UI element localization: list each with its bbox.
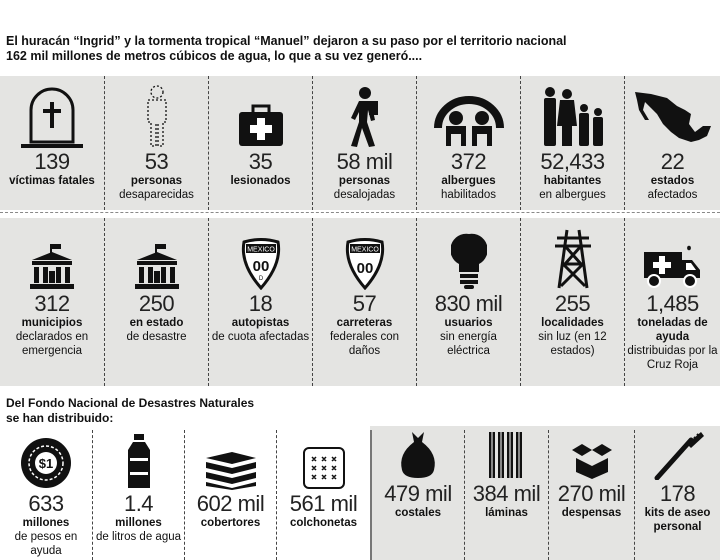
stat-label-bold: costales <box>394 507 442 519</box>
stat-value: 312 <box>34 291 70 316</box>
stat-value: 384 mil <box>472 481 541 506</box>
stat-label-bold: usuarios <box>444 317 493 329</box>
stat-shelters <box>416 76 520 210</box>
stat-injured <box>208 76 312 210</box>
stat-value: 250 <box>138 291 175 316</box>
aid-water <box>92 430 184 560</box>
aid-money <box>0 430 92 560</box>
stat-evacuated <box>312 76 416 210</box>
stat-label: sin energía eléctrica <box>440 331 497 357</box>
coin-label: $1 <box>38 456 54 471</box>
coin-icon <box>19 436 73 490</box>
municipal-building-icon <box>133 242 181 290</box>
aid-hygiene-kits <box>634 430 720 560</box>
stat-value: 35 <box>248 149 273 174</box>
stat-label-bold: municipios <box>21 317 83 329</box>
stat-value: 53 <box>144 149 169 174</box>
shield-top-text: MEXICO <box>246 246 275 254</box>
stat-label-bold: personas <box>338 175 391 187</box>
subtitle-line-1: Del Fondo Nacional de Desastres Naturales <box>6 396 255 410</box>
highway-shield-icon <box>344 238 386 290</box>
mexico-map-icon <box>633 90 713 148</box>
stat-states <box>624 76 720 210</box>
power-tower-icon <box>553 228 593 290</box>
stat-federal-roads <box>312 218 416 386</box>
aid-sacks <box>370 430 464 560</box>
stat-label: de pesos en ayuda <box>14 531 78 557</box>
metal-sheets-icon <box>487 430 527 480</box>
stat-value: 561 mil <box>289 491 358 516</box>
subtitle-line-2: se han distribuido: <box>6 411 114 425</box>
first-aid-kit-icon <box>237 102 285 148</box>
blankets-icon <box>202 450 260 490</box>
stat-label-bold: autopistas <box>231 317 290 329</box>
light-bulb-icon <box>451 232 487 290</box>
shield-number: 00 <box>252 258 269 275</box>
shield-top-text: MEXICO <box>350 246 379 254</box>
mattress-icon <box>302 446 346 490</box>
stat-label-bold: cobertores <box>200 517 261 529</box>
stat-label: de cuota afectadas <box>211 331 310 343</box>
stat-value: 18 <box>248 291 273 316</box>
tombstone-icon <box>19 86 85 148</box>
box-icon <box>570 442 614 480</box>
stat-value: 57 <box>352 291 377 316</box>
stat-value: 58 mil <box>336 149 393 174</box>
stat-victims <box>0 76 104 210</box>
stat-toll-highways <box>208 218 312 386</box>
stat-label: distribuidas por la Cruz Roja <box>627 345 718 371</box>
stat-label-bold: albergues <box>441 175 496 187</box>
headline-line-2: 162 mil millones de metros cúbicos de agua, lo que a su vez generó.... <box>6 49 423 63</box>
stat-inhabitants <box>520 76 624 210</box>
stat-municipalities-emergency <box>0 218 104 386</box>
stat-label-bold: personas <box>130 175 183 187</box>
stat-label-bold: estados <box>650 175 695 187</box>
stat-label: desaparecidas <box>119 189 194 201</box>
highway-shield-icon <box>240 238 282 290</box>
stat-label: habilitados <box>441 189 496 201</box>
stat-aid-tons <box>624 218 720 386</box>
stat-missing <box>104 76 208 210</box>
shield-bottom-text: D <box>258 276 263 282</box>
aid-sheets <box>464 430 548 560</box>
toothbrush-icon <box>651 430 705 480</box>
fonden-subtitle <box>6 396 326 426</box>
stat-value: 633 <box>28 491 64 516</box>
stat-label-bold: kits de aseo personal <box>644 507 711 533</box>
stat-value: 255 <box>554 291 591 316</box>
stat-label: de desastre <box>126 331 187 343</box>
stat-value: 1.4 <box>123 491 154 516</box>
stat-label: declarados en emergencia <box>15 331 89 357</box>
stat-label: federales con daños <box>329 331 400 357</box>
stat-label-bold: carreteras <box>336 317 393 329</box>
stat-label-bold: colchonetas <box>289 517 358 529</box>
ambulance-icon <box>642 244 704 290</box>
aid-blankets <box>184 430 276 560</box>
stat-label: de litros de agua <box>95 531 182 543</box>
stat-value: 372 <box>450 149 487 174</box>
stat-label-bold: millones <box>22 517 70 529</box>
stat-value: 602 mil <box>196 491 265 516</box>
shelter-icon <box>434 96 504 148</box>
stat-label-bold: habitantes <box>543 175 602 187</box>
stat-label-bold: víctimas fatales <box>9 175 95 187</box>
stat-label-bold: millones <box>115 517 162 529</box>
stat-municipalities-disaster <box>104 218 208 386</box>
stat-label-bold: láminas <box>485 507 528 519</box>
aid-pantry <box>548 430 634 560</box>
stat-value: 178 <box>659 481 696 506</box>
stat-users-no-power <box>416 218 520 386</box>
impact-row-1 <box>0 76 720 210</box>
stat-localities <box>520 218 624 386</box>
stat-label: afectados <box>647 189 698 201</box>
stat-label: desalojadas <box>333 189 396 201</box>
stat-value: 270 mil <box>557 481 626 506</box>
stat-label-bold: lesionados <box>230 175 291 187</box>
impact-row-2 <box>0 218 720 386</box>
stat-value: 479 mil <box>384 481 452 506</box>
shield-number: 00 <box>356 260 373 277</box>
municipal-building-icon <box>28 242 76 290</box>
aid-row <box>0 430 720 560</box>
walking-person-icon <box>345 86 385 148</box>
divider <box>0 212 720 213</box>
stat-label: sin luz (en 12 estados) <box>538 331 607 357</box>
stat-label-bold: en estado <box>129 317 184 329</box>
family-icon <box>540 86 606 148</box>
stat-label-bold: toneladas de ayuda <box>637 317 708 343</box>
aid-mattresses <box>276 430 370 560</box>
stat-value: 52,433 <box>540 149 605 174</box>
stat-value: 1,485 <box>646 291 699 316</box>
sack-icon <box>398 430 438 480</box>
stat-value: 830 mil <box>434 291 503 316</box>
water-bottle-icon <box>124 432 154 490</box>
stat-value: 139 <box>34 149 70 174</box>
stat-label: en albergues <box>539 189 606 201</box>
headline-line-1: El huracán “Ingrid” y la tormenta tropical “Manuel” dejaron a su paso por el territorio nacional <box>6 34 567 48</box>
headline <box>6 34 616 64</box>
missing-person-icon <box>142 84 172 148</box>
stat-label-bold: despensas <box>561 507 622 519</box>
stat-value: 22 <box>660 149 685 174</box>
stat-label-bold: localidades <box>541 317 604 329</box>
